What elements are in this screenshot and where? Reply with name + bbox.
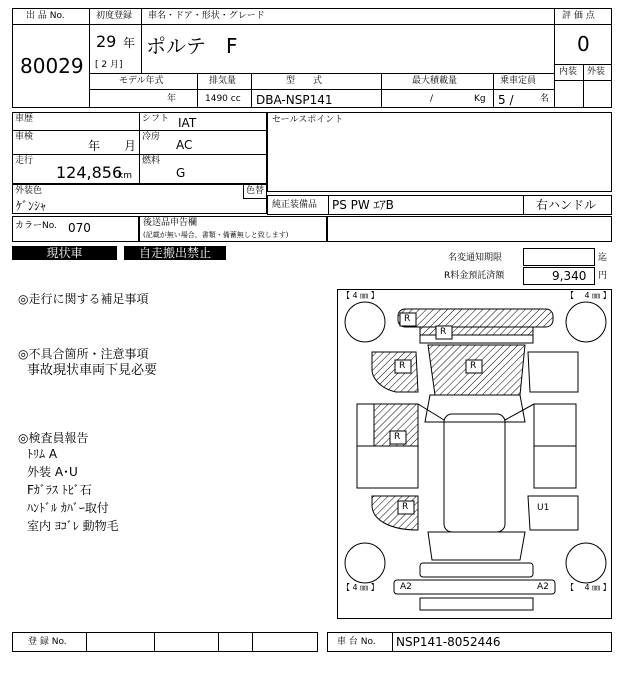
damage-mark-u1: U1 — [537, 503, 550, 513]
tire-depth-rear-left: 【 4 ㎜ 】 — [342, 583, 379, 592]
fuel-value: G — [176, 166, 186, 180]
model-header-label: 車名・ドア・形状・グレード — [148, 11, 265, 21]
tire-front-right-icon — [566, 302, 606, 342]
lot-number-label: 出 品 No. — [26, 11, 65, 21]
equipment-value: PS PW ｴｱB — [332, 198, 394, 212]
tire-depth-front-right: 【 4 ㎜ 】 — [566, 291, 611, 300]
chassis-number-label: 車 台 No. — [337, 637, 376, 647]
damage-mark-r: R — [402, 502, 409, 512]
roof-shape — [444, 414, 505, 532]
fuel-label: 燃料 — [142, 156, 161, 166]
no-self-drive-badge: 自走搬出禁止 — [124, 246, 226, 260]
tire-front-left-icon — [345, 302, 385, 342]
first-registration-label: 初度登録 — [96, 11, 133, 21]
color-number-label: カラーNo. — [15, 221, 57, 231]
report-line: 室内 ﾖｺﾞﾚ 動物毛 — [27, 519, 119, 533]
driving-notes-title: ◎走行に関する補足事項 — [18, 292, 149, 306]
capacity-value: 5 / — [498, 93, 514, 107]
tire-depth-front-left: 【 4 ㎜ 】 — [342, 291, 379, 300]
type-value: DBA-NSP141 — [256, 93, 333, 107]
report-line: ﾊﾝﾄﾞﾙ ｶﾊﾞｰ取付 — [27, 501, 109, 515]
damage-mark-r: R — [399, 361, 406, 371]
damage-mark-r: R — [394, 432, 401, 442]
inspection-year: 年 — [88, 139, 101, 153]
exterior-grade-label: 外装 — [587, 67, 606, 77]
damage-mark-a2-left: A2 — [400, 582, 412, 592]
grade-label: 評 価 点 — [562, 11, 595, 21]
inspection-label: 車検 — [15, 132, 34, 142]
report-line: Fｶﾞﾗｽ ﾄﾋﾞ石 — [27, 483, 92, 497]
name-change-deadline-unit: 迄 — [598, 253, 608, 263]
shift-label: シフト — [142, 114, 170, 124]
registration-year: 29 — [96, 32, 117, 51]
aircon-label: 冷房 — [142, 132, 161, 142]
recycle-fee-unit: 円 — [598, 271, 608, 281]
aftermarket-note: (記載が無い場合，書類・備蓄無しと致します) — [143, 231, 289, 239]
capacity-unit: 名 — [540, 94, 550, 104]
history-label: 車歴 — [15, 114, 34, 124]
report-line: ﾄﾘﾑ A — [27, 447, 58, 461]
steering-value: 右ハンドル — [536, 198, 597, 212]
capacity-label: 乗車定員 — [500, 76, 537, 86]
front-door-left-shape — [357, 404, 418, 446]
registration-month: [ 2 月] — [95, 60, 123, 70]
mileage-unit: km — [118, 171, 132, 181]
sales-points-label: セールスポイント — [272, 115, 344, 125]
damage-mark-r: R — [404, 314, 411, 324]
car-name: ポルテ F — [146, 34, 238, 58]
registration-year-unit: 年 — [123, 36, 136, 50]
lot-number: 80029 — [20, 54, 84, 78]
interior-grade-label: 内装 — [559, 67, 578, 77]
equipment-label: 純正装備品 — [272, 200, 318, 210]
report-line: 外装 A･U — [27, 465, 78, 479]
front-bumper-shape — [398, 309, 553, 327]
exterior-color-value: ｹﾞﾝｼｬ — [16, 199, 47, 213]
current-condition-badge: 現状車 — [12, 246, 117, 260]
recycle-fee-label: R料金預託済額 — [444, 271, 505, 281]
aftermarket-label: 後送品申告欄 — [143, 218, 198, 228]
displacement-label: 排気量 — [209, 76, 237, 86]
defect-notes-title: ◎不具合箇所・注意事項 — [18, 347, 149, 361]
damage-mark-a2-right: A2 — [537, 582, 549, 592]
damage-mark-r: R — [440, 327, 447, 337]
tire-depth-rear-right: 【 4 ㎜ 】 — [566, 583, 611, 592]
registration-number-label: 登 録 No. — [28, 637, 67, 647]
inspection-month: 月 — [124, 139, 137, 153]
grade-value: 0 — [577, 32, 590, 56]
name-change-deadline-label: 名変通知期限 — [448, 253, 503, 263]
model-year-label: モデル年式 — [119, 76, 164, 86]
mileage-label: 走行 — [15, 156, 34, 166]
type-label: 型 式 — [286, 76, 323, 86]
chassis-number-value: NSP141-8052446 — [396, 635, 501, 649]
defect-note-1: 事故現状車両下見必要 — [27, 363, 158, 378]
recolor-label: 色替 — [246, 186, 265, 196]
mileage-value: 124,856 — [56, 163, 123, 182]
inspector-report-title: ◎検査員報告 — [18, 431, 89, 445]
aircon-value: AC — [176, 138, 193, 152]
damage-mark-r: R — [470, 361, 477, 371]
exterior-color-label: 外装色 — [15, 186, 43, 196]
displacement-value: 1490 cc — [205, 94, 241, 104]
model-year-unit: 年 — [167, 94, 177, 104]
tire-rear-left-icon — [345, 543, 385, 583]
color-number-value: 070 — [68, 221, 91, 235]
recycle-fee-value: 9,340 — [552, 269, 587, 283]
tire-rear-right-icon — [566, 543, 606, 583]
max-load-unit: Kg — [474, 94, 486, 104]
shift-value: IAT — [178, 116, 197, 130]
max-load-label: 最大積載量 — [412, 76, 458, 86]
max-load-value: / — [430, 94, 434, 104]
